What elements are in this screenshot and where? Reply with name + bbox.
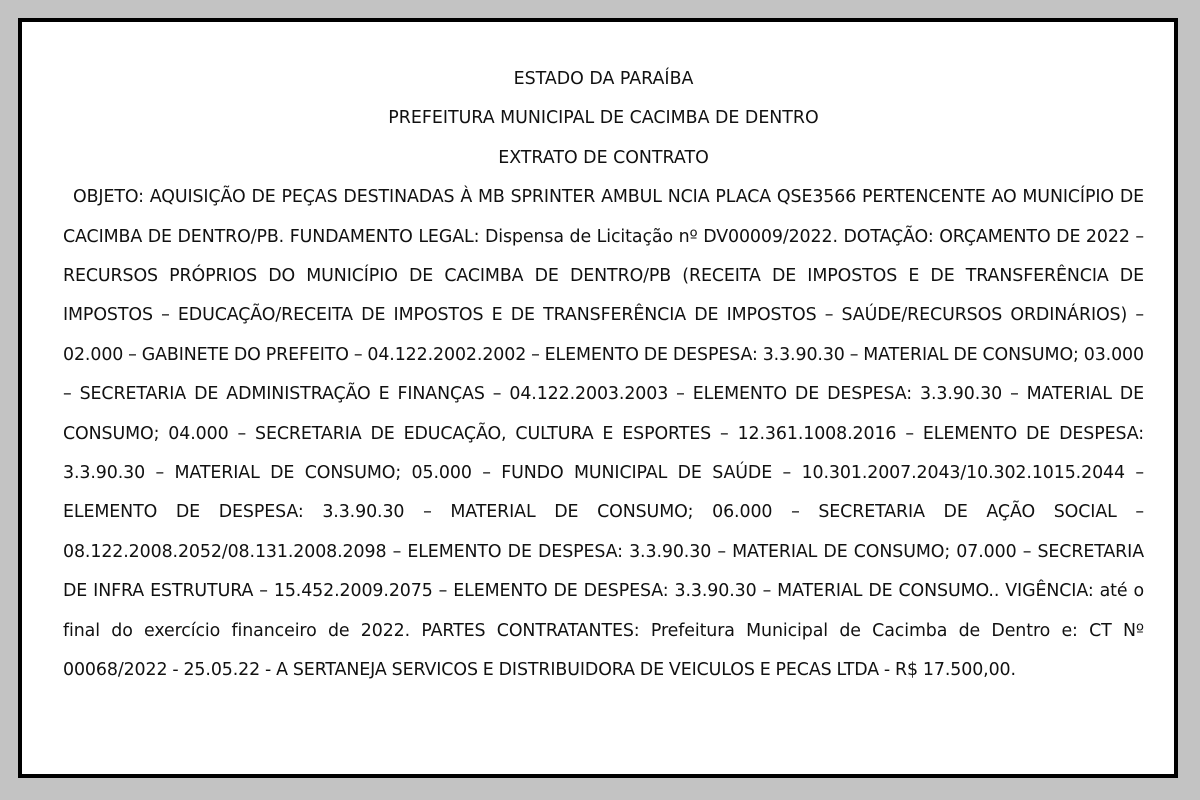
document-content	[63, 60, 1144, 691]
document-title: EXTRATO DE CONTRATO	[498, 147, 709, 168]
municipality-heading: PREFEITURA MUNICIPAL DE CACIMBA DE DENTRO	[388, 108, 819, 129]
contract-body-text: OBJETO: AQUISIÇÃO DE PEÇAS DESTINADAS À MB SPRINTER AMBUL NCIA PLACA QSE3566 PERTENCENTE AO MUNICÍPIO DE CACIMBA DE DENTRO/PB. FUNDAMENTO LEGAL: Dispensa de Licitação nº DV00009/2022. DOTAÇÃO: ORÇAMENTO DE 2022 – RECURSOS PRÓPRIOS DO MUNICÍPIO DE CACIMBA DE DENTRO/PB (RECEITA DE IMPOSTOS E DE TRANSFERÊNCIA DE IMPOSTOS – EDUCAÇÃO/RECEITA DE IMPOSTOS E DE TRANSFERÊNCIA DE IMPOSTOS – SAÚDE/RECURSOS ORDINÁRIOS) – 02.000 – GABINETE DO PREFEITO – 04.122.2002.2002 – ELEMENTO DE DESPESA: 3.3.90.30 – MATERIAL DE CONSUMO; 03.000 – SECRETARIA DE ADMINISTRAÇÃO E FINANÇAS – 04.122.2003.2003 – ELEMENTO DE DESPESA: 3.3.90.30 – MATERIAL DE CONSUMO; 04.000 – SECRETARIA DE EDUCAÇÃO, CULTURA E ESPORTES – 12.361.1008.2016 – ELEMENTO DE DESPESA: 3.3.90.30 – MATERIAL DE CONSUMO; 05.000 – FUNDO MUNICIPAL DE SAÚDE – 10.301.2007.2043/10.302.1015.2044 – ELEMENTO DE DESPESA: 3.3.90.30 – MATERIAL DE CONSUMO; 06.000 – SECRETARIA DE AÇÃO SOCIAL – 08.122.2008.2052/08.131.2008.2098 – ELEMENTO DE DESPESA: 3.3.90.30 – MATERIAL DE CONSUMO; 07.000 – SECRETARIA DE INFRA ESTRUTURA – 15.452.2009.2075 – ELEMENTO DE DESPESA: 3.3.90.30 – MATERIAL DE CONSUMO.. VIGÊNCIA: até o final do exercício financeiro de 2022. PARTES CONTRATANTES: Prefeitura Municipal de Cacimba de Dentro e: CT Nº 00068/2022 - 25.05.22 - A SERTANEJA SERVICOS E DISTRIBUIDORA DE VEICULOS E PECAS LTDA - R$ 17.500,00.	[63, 187, 1144, 681]
state-heading: ESTADO DA PARAÍBA	[513, 69, 694, 89]
document-frame	[18, 18, 1178, 778]
